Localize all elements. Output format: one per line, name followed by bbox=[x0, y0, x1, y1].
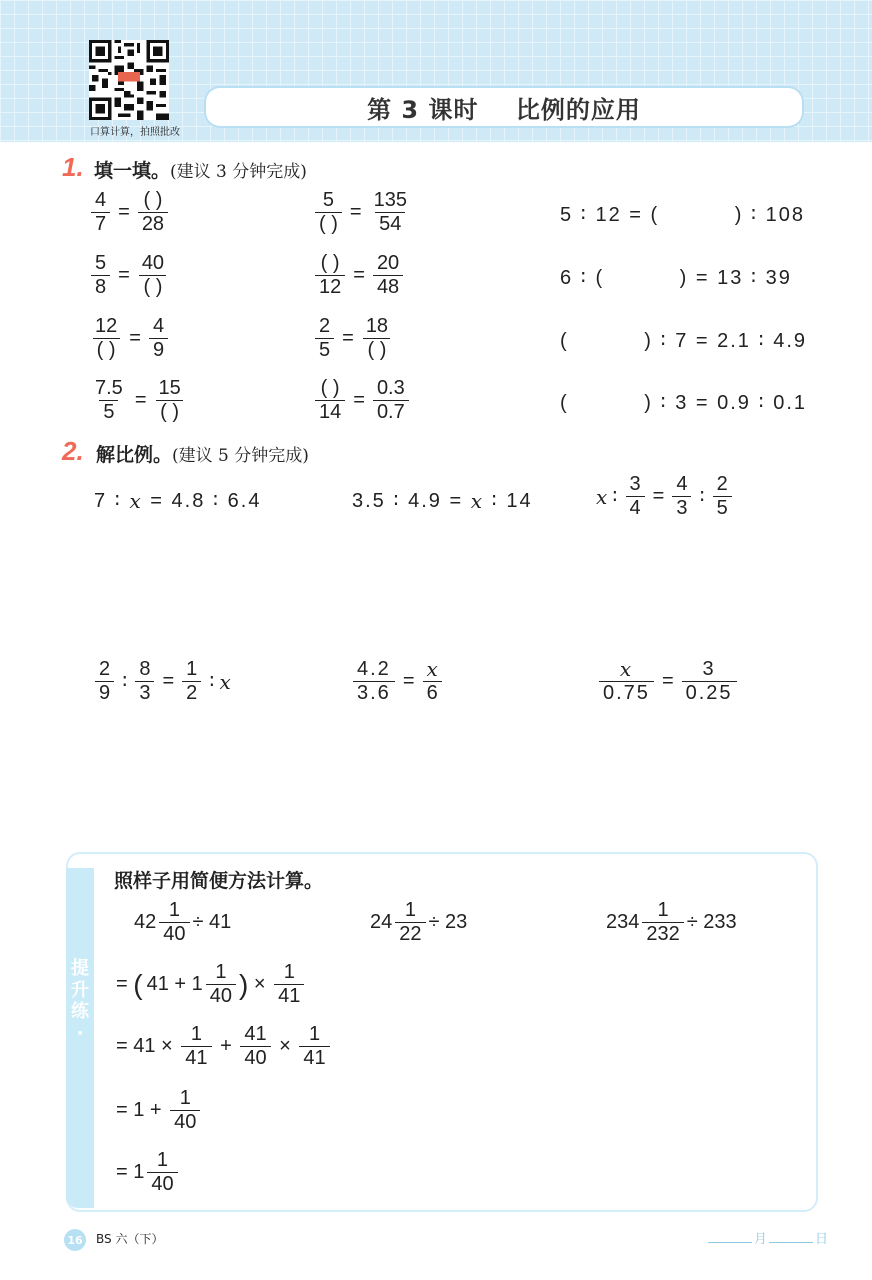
exercise-expression: 24 $\frac{1}{22}$ ÷ 23 bbox=[370, 899, 468, 945]
fill-item: $\frac{2}{5}$ = $\frac{18}{( )}$ bbox=[312, 316, 395, 361]
exercise-expression: 234 $\frac{1}{232}$ ÷ 233 bbox=[606, 899, 737, 945]
section-number: 1. bbox=[62, 152, 84, 182]
fill-item: ( ) ∶ 7 = 2.1 ∶ 4.9 bbox=[560, 330, 808, 352]
fill-item: 6 ∶ ( ) = 13 ∶ 39 bbox=[560, 267, 792, 289]
fill-item: $\frac{( )}{14}$ = $\frac{0.3}{0.7}$ bbox=[312, 378, 412, 423]
proportion-problem: $\frac{4.2}{3.6}$ = $\frac{x}{6}$ bbox=[350, 659, 445, 704]
proportion-problem: x ∶ $\frac{3}{4}$ = $\frac{4}{3}$ ∶ $\frac{2}{5}$ bbox=[596, 474, 735, 519]
fill-item: ( ) ∶ 3 = 0.9 ∶ 0.1 bbox=[560, 392, 808, 414]
example-step: = 1 $\frac{1}{40}$ bbox=[116, 1150, 181, 1195]
book-label: BS 六（下） bbox=[96, 1232, 164, 1246]
page-number: 16 bbox=[64, 1229, 86, 1251]
qr-code bbox=[89, 40, 169, 120]
proportion-problem: $\frac{2}{9}$ ∶ $\frac{8}{3}$ = $\frac{1}{2}$ ∶ x bbox=[92, 659, 231, 704]
lesson-title: 第 3 课时 比例的应用 bbox=[206, 88, 802, 126]
section-title: 填一填。(建议 3 分钟完成) bbox=[94, 160, 307, 182]
practice-title: 照样子用简便方法计算。 bbox=[114, 870, 324, 892]
fill-item: $\frac{12}{( )}$ = $\frac{4}{9}$ bbox=[88, 316, 171, 361]
example-step: = ( 41 + 1 $\frac{1}{40}$ ) × $\frac{1}{41}$ bbox=[116, 962, 307, 1007]
example-expression: 42 $\frac{1}{40}$ ÷ 41 bbox=[134, 899, 232, 945]
fill-item: $\frac{5}{8}$ = $\frac{40}{( )}$ bbox=[88, 253, 171, 298]
fill-item: $\frac{( )}{12}$ = $\frac{20}{48}$ bbox=[312, 253, 406, 298]
fill-item: $\frac{4}{7}$ = $\frac{( )}{28}$ bbox=[88, 190, 171, 235]
proportion-problem: 3.5 ∶ 4.9 = x ∶ 14 bbox=[352, 488, 533, 513]
section-title: 解比例。(建议 5 分钟完成) bbox=[96, 444, 309, 466]
date-field: 月 日 bbox=[706, 1228, 828, 1247]
section-number: 2. bbox=[62, 436, 84, 466]
fill-item: $\frac{7.5}{5}$ = $\frac{15}{( )}$ bbox=[88, 378, 188, 423]
practice-side-label: 提 升 练 · bbox=[66, 868, 94, 1208]
qr-caption: 口算计算，拍照批改 bbox=[90, 127, 180, 138]
proportion-problem: $\frac{x}{0.75}$ = $\frac{3}{0.25}$ bbox=[596, 659, 740, 704]
example-step: = 41 × $\frac{1}{41}$ + $\frac{41}{40}$ × $\frac{1}{41}$ bbox=[116, 1024, 333, 1069]
fill-item: $\frac{5}{( )}$ = $\frac{135}{54}$ bbox=[312, 190, 414, 235]
example-step: = 1 + $\frac{1}{40}$ bbox=[116, 1088, 203, 1133]
fill-item: 5 ∶ 12 = ( ) ∶ 108 bbox=[560, 204, 806, 226]
proportion-problem: 7 ∶ x = 4.8 ∶ 6.4 bbox=[94, 488, 262, 513]
